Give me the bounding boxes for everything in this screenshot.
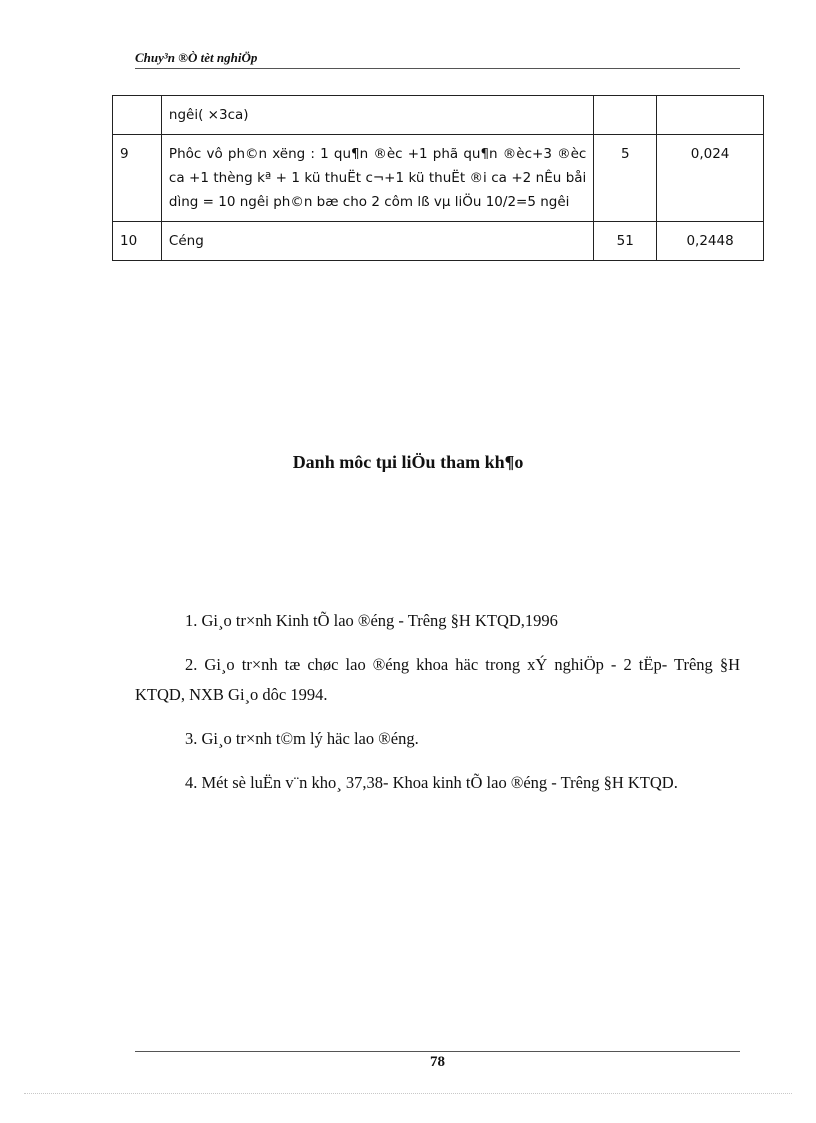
page-number: 78 <box>135 1051 740 1071</box>
cell-stt: 10 <box>113 222 162 261</box>
table-row <box>113 222 764 261</box>
cell-count <box>594 96 657 135</box>
cell-description: Céng <box>161 222 593 261</box>
table-row <box>113 135 764 222</box>
table-row <box>113 96 764 135</box>
page-bottom-divider <box>24 1093 792 1094</box>
cell-description: ngêi( ×3ca) <box>161 96 593 135</box>
cell-stt: 9 <box>113 135 162 222</box>
cell-value <box>657 96 764 135</box>
cell-value: 0,2448 <box>657 222 764 261</box>
section-title: Danh môc tµi liÖu tham kh¶o <box>292 452 524 472</box>
data-table <box>112 95 764 261</box>
page-header: Chuy³n ®Ò tèt nghiÖp <box>135 50 740 69</box>
reference-item: 2. Gi¸o tr×nh tæ chøc lao ®éng khoa häc trong xÝ nghiÖp - 2 tËp- Trêng §H KTQD, NXB Gi¸o dôc 1994. <box>135 655 740 704</box>
cell-count: 51 <box>594 222 657 261</box>
reference-item: 1. Gi¸o tr×nh Kinh tÕ lao ®éng - Trêng §H KTQD,1996 <box>185 611 558 630</box>
reference-item: 3. Gi¸o tr×nh t©m lý häc lao ®éng. <box>185 729 419 748</box>
reference-item: 4. Mét sè luËn v¨n kho¸ 37,38- Khoa kinh tÕ lao ®éng - Trêng §H KTQD. <box>185 773 678 792</box>
cell-value: 0,024 <box>657 135 764 222</box>
cell-count: 5 <box>594 135 657 222</box>
cell-description: Phôc vô ph©n xëng : 1 qu¶n ®èc +1 phã qu¶n ®èc+3 ®èc ca +1 thèng kª + 1 kü thuËt c¬+1 kü thuËt ®i ca +2 nÊu båi dìng = 10 ngêi ph©n bæ cho 2 côm lß vµ liÖu 10/2=5 ngêi <box>161 135 593 222</box>
cell-stt <box>113 96 162 135</box>
reference-list <box>135 606 740 812</box>
